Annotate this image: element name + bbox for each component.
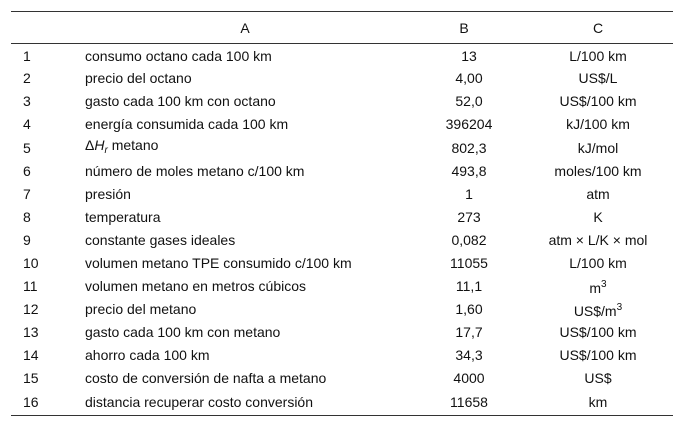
data-table bbox=[11, 11, 673, 416]
row-description: precio del metano bbox=[85, 301, 197, 317]
row-index: 15 bbox=[23, 370, 39, 386]
row-value: 1,60 bbox=[455, 301, 483, 317]
row-value: 13 bbox=[461, 48, 477, 65]
unit-exponent: 3 bbox=[601, 278, 607, 290]
row-description: número de moles metano c/100 km bbox=[85, 163, 305, 179]
row-unit: US$/100 km bbox=[559, 93, 637, 109]
row-description bbox=[85, 136, 405, 160]
row-index: 12 bbox=[23, 301, 39, 317]
row-value: 4000 bbox=[453, 370, 485, 386]
row-index: 6 bbox=[23, 163, 31, 179]
table-row bbox=[11, 136, 673, 160]
table-row bbox=[11, 67, 673, 90]
row-description: gasto cada 100 km con metano bbox=[85, 324, 281, 340]
row-description: volumen metano en metros cúbicos bbox=[85, 278, 306, 294]
row-description: constante gases ideales bbox=[85, 232, 236, 248]
table-row bbox=[11, 275, 673, 298]
row-value: 1 bbox=[465, 186, 473, 202]
enthalpy-symbol: H bbox=[94, 136, 105, 153]
header-index bbox=[11, 12, 85, 44]
table-row bbox=[11, 344, 673, 367]
row-unit: km bbox=[588, 394, 608, 411]
row-value: 11,1 bbox=[455, 278, 483, 294]
header-col-c: C bbox=[592, 19, 604, 36]
unit-exponent: 3 bbox=[616, 301, 623, 313]
row-value: 493,8 bbox=[451, 163, 487, 179]
row-description: distancia recuperar costo conversión bbox=[85, 394, 314, 411]
row-index: 4 bbox=[23, 116, 31, 132]
row-index: 16 bbox=[23, 394, 39, 411]
unit-base: US$/m bbox=[573, 302, 617, 319]
row-value: 52,0 bbox=[455, 93, 483, 109]
row-unit: L/100 km bbox=[569, 255, 627, 271]
table-row bbox=[11, 113, 673, 136]
row-description: presión bbox=[85, 186, 131, 202]
row-unit bbox=[523, 298, 673, 321]
row-unit: kJ/mol bbox=[577, 139, 619, 156]
description-rest: metano bbox=[107, 136, 159, 153]
table-header bbox=[11, 12, 673, 44]
header-col-b: B bbox=[459, 19, 469, 36]
table-row bbox=[11, 160, 673, 183]
row-unit: kJ/100 km bbox=[566, 116, 630, 132]
row-description: ahorro cada 100 km bbox=[85, 347, 210, 363]
row-unit: K bbox=[593, 209, 603, 225]
row-value: 802,3 bbox=[451, 139, 487, 156]
row-description: temperatura bbox=[85, 209, 161, 225]
row-unit: US$ bbox=[584, 370, 612, 386]
row-unit: US$/L bbox=[578, 70, 618, 86]
row-index: 11 bbox=[23, 278, 38, 294]
row-value: 0,082 bbox=[451, 232, 487, 248]
row-unit: moles/100 km bbox=[554, 163, 642, 179]
table-row bbox=[11, 298, 673, 321]
table-body bbox=[11, 44, 673, 416]
table-row bbox=[11, 252, 673, 275]
row-value: 11055 bbox=[450, 255, 488, 271]
row-description: costo de conversión de nafta a metano bbox=[85, 370, 327, 386]
table-row bbox=[11, 367, 673, 390]
row-index: 9 bbox=[23, 232, 31, 248]
row-index: 1 bbox=[23, 48, 31, 65]
table-row bbox=[11, 90, 673, 113]
row-unit: atm × L/K × mol bbox=[548, 232, 648, 248]
table-row bbox=[11, 390, 673, 416]
table-row bbox=[11, 206, 673, 229]
row-description: consumo octano cada 100 km bbox=[85, 48, 272, 65]
row-value: 17,7 bbox=[455, 324, 483, 340]
row-index: 13 bbox=[23, 324, 39, 340]
row-index: 14 bbox=[23, 347, 39, 363]
row-index: 7 bbox=[23, 186, 31, 202]
header-row bbox=[11, 12, 673, 44]
row-description: energía consumida cada 100 km bbox=[85, 116, 289, 132]
row-unit: atm bbox=[586, 186, 610, 202]
row-index: 3 bbox=[23, 93, 31, 109]
row-description: volumen metano TPE consumido c/100 km bbox=[85, 255, 352, 271]
table-row bbox=[11, 44, 673, 67]
table-row bbox=[11, 229, 673, 252]
table-row bbox=[11, 321, 673, 344]
row-index: 10 bbox=[23, 255, 39, 271]
row-value: 11658 bbox=[450, 394, 488, 411]
row-description: precio del octano bbox=[85, 70, 192, 86]
row-value: 4,00 bbox=[455, 70, 483, 86]
header-col-a: A bbox=[240, 19, 250, 36]
row-index: 2 bbox=[23, 70, 31, 86]
reaction-subscript: r bbox=[104, 144, 108, 156]
row-value: 273 bbox=[457, 209, 481, 225]
table-row bbox=[11, 183, 673, 206]
row-unit: US$/100 km bbox=[559, 324, 637, 340]
unit-base: m bbox=[589, 279, 602, 296]
row-description: gasto cada 100 km con octano bbox=[85, 93, 276, 109]
row-unit bbox=[523, 275, 673, 298]
row-unit: US$/100 km bbox=[559, 347, 637, 363]
row-value: 34,3 bbox=[455, 347, 483, 363]
delta-symbol: Δ bbox=[85, 136, 95, 153]
row-unit: L/100 km bbox=[569, 48, 627, 65]
row-value: 396204 bbox=[445, 116, 493, 132]
row-index: 8 bbox=[23, 209, 31, 225]
row-index: 5 bbox=[23, 139, 31, 156]
